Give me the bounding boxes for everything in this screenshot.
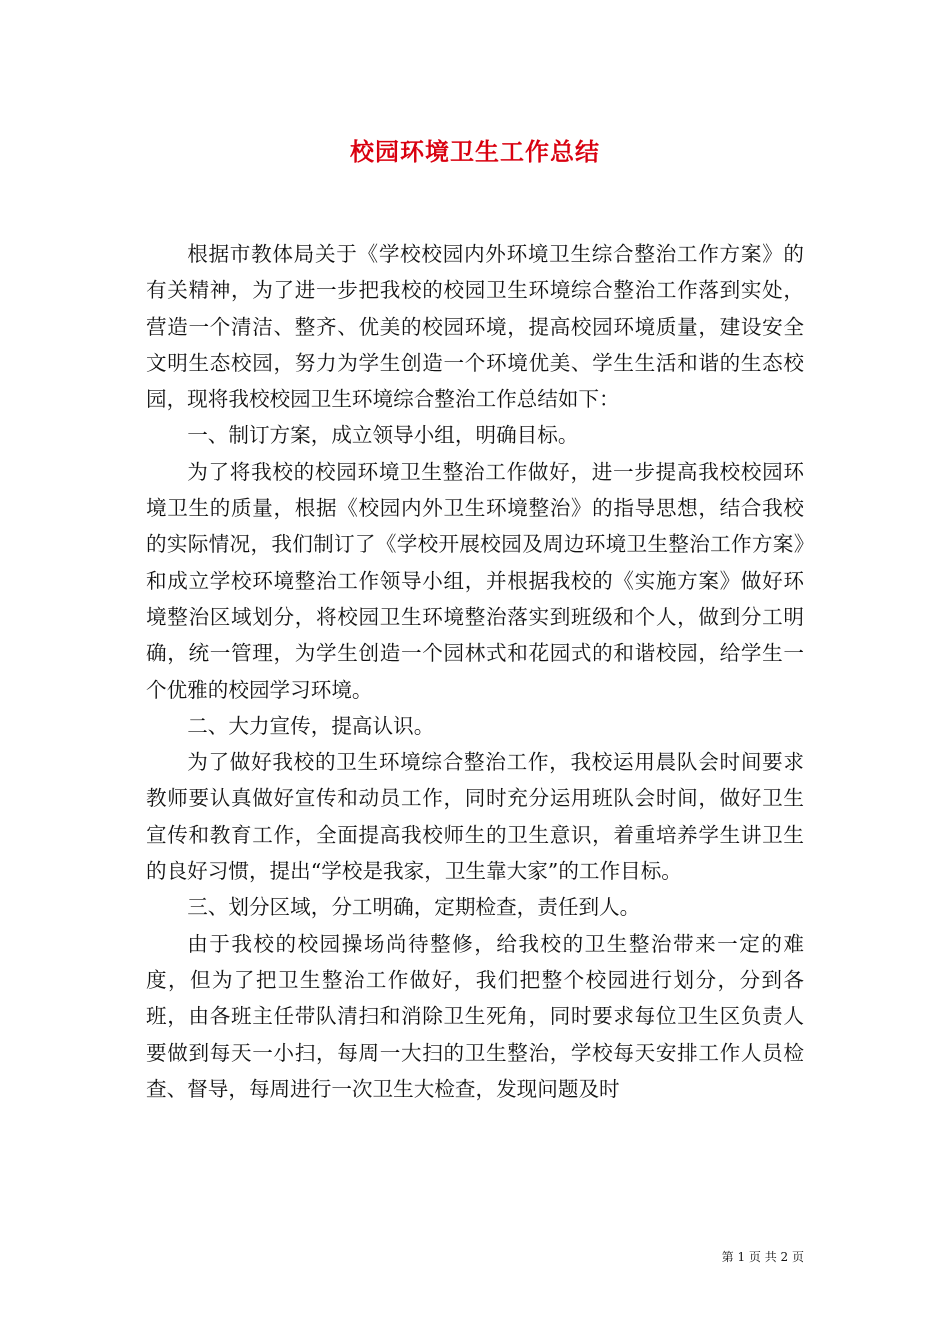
document-body bbox=[146, 236, 804, 1107]
paragraph-section-1: 为了将我校的校园环境卫生整治工作做好，进一步提高我校校园环境卫生的质量，根据《校园内外卫生环境整治》的指导思想，结合我校的实际情况，我们制订了《学校开展校园及周边环境卫生整治工作方案》和成立学校环境整治工作领导小组，并根据我校的《实施方案》做好环境整治区域划分，将校园卫生环境整治落实到班级和个人，做到分工明确，统一管理，为学生创造一个园林式和花园式的和谐校园，给学生一个优雅的校园学习环境。 bbox=[146, 459, 804, 702]
document-title: 校园环境卫生工作总结 bbox=[350, 137, 600, 166]
paragraph-section-3: 由于我校的校园操场尚待整修，给我校的卫生整治带来一定的难度，但为了把卫生整治工作做好，我们把整个校园进行划分，分到各班，由各班主任带队清扫和消除卫生死角，同时要求每位卫生区负责人要做到每天一小扫，每周一大扫的卫生整治，学校每天安排工作人员检查、督导，每周进行一次卫生大检查，发现问题及时 bbox=[146, 931, 804, 1101]
section-heading-2: 二、大力宣传，提高认识。 bbox=[187, 713, 435, 738]
paragraph-intro: 根据市教体局关于《学校校园内外环境卫生综合整治工作方案》的有关精神，为了进一步把我校的校园卫生环境综合整治工作落到实处，营造一个清洁、整齐、优美的校园环境，提高校园环境质量，建设安全文明生态校园，努力为学生创造一个环境优美、学生生活和谐的生态校园，现将我校校园卫生环境综合整治工作总结如下： bbox=[146, 242, 804, 412]
page-number-footer: 第 1 页 共 2 页 bbox=[721, 1250, 804, 1264]
section-heading-1: 一、制订方案，成立领导小组，明确目标。 bbox=[187, 423, 579, 448]
paragraph-section-2: 为了做好我校的卫生环境综合整治工作，我校运用晨队会时间要求教师要认真做好宣传和动员工作，同时充分运用班队会时间，做好卫生宣传和教育工作，全面提高我校师生的卫生意识，着重培养学生讲卫生的良好习惯，提出“学校是我家，卫生靠大家”的工作目标。 bbox=[146, 750, 804, 884]
section-heading-3: 三、划分区域，分工明确，定期检查，责任到人。 bbox=[187, 895, 641, 920]
